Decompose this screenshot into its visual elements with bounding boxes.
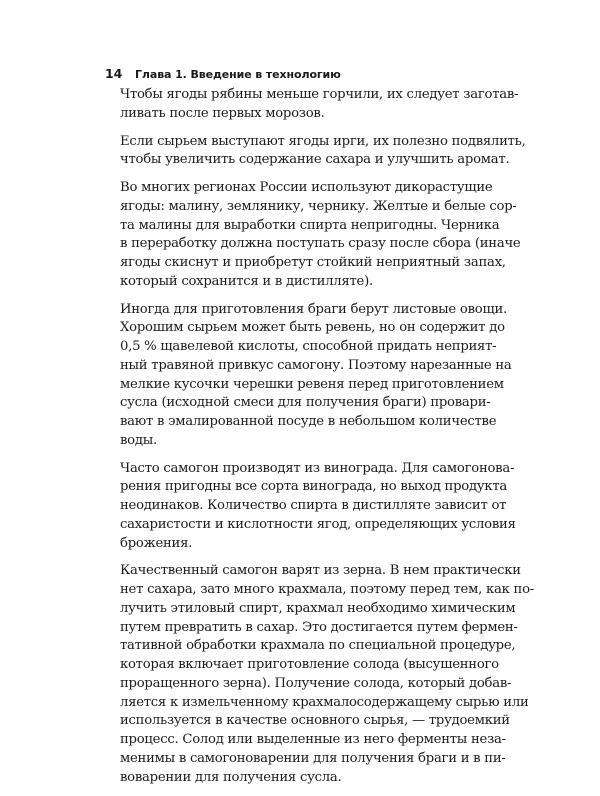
text-line: ливать после первых морозов. [120, 105, 325, 121]
text-line: ягоды скиснут и приобретут стойкий неприятный запах, [120, 255, 506, 270]
paragraph [120, 133, 526, 171]
text-line: нет сахара, зато много крахмала, поэтому перед тем, как по- [120, 582, 534, 597]
text-line: чтобы увеличить содержание сахара и улучшить аромат. [120, 152, 510, 168]
text-line: сусла (исходной смеси для получения браги) провари- [120, 395, 491, 411]
paragraph [120, 460, 516, 554]
running-header [105, 66, 341, 86]
text-line: тативной обработки крахмала по специальной процедуре, [120, 638, 516, 654]
text-line: брожения. [120, 535, 193, 551]
text-line: который сохранится и в дистилляте). [120, 273, 373, 289]
text-line: ляется к измельченному крахмалосодержащему сырью или [120, 694, 529, 710]
text-line: проращенного зерна). Получение солода, который добав- [120, 675, 512, 691]
text-line: используется в качестве основного сырья, — трудоемкий [120, 713, 510, 729]
text-line: неодинаков. Количество спирта в дистилляте зависит от [120, 498, 507, 513]
text-line: которая включает приготовление солода (высушенного [120, 657, 499, 672]
paragraph [120, 301, 512, 451]
paragraph [120, 562, 534, 787]
text-line: сахаристости и кислотности ягод, определяющих условия [120, 516, 516, 532]
page-number: 14 [105, 66, 123, 81]
text-line: менимы в самогоноварении для получения браги и в пи- [120, 750, 506, 766]
text-line: мелкие кусочки черешки ревеня перед приготовлением [120, 376, 504, 392]
text-line: в переработку должна поступать сразу после сбора (иначе [120, 236, 521, 252]
text-line: путем превратить в сахар. Это достигается путем фермен- [120, 619, 518, 635]
text-line: Часто самогон производят из винограда. Для самогонова- [120, 460, 515, 476]
text-line: ягоды: малину, землянику, чернику. Желтые и белые сор- [120, 198, 517, 214]
text-line: вают в эмалированной посуде в небольшом количестве [120, 414, 497, 429]
text-line: Иногда для приготовления браги берут листовые овощи. [120, 301, 507, 317]
text-line: та малины для выработки спирта непригодны. Черника [120, 217, 500, 233]
body-text [120, 86, 534, 796]
text-line: 0,5 % щавелевой кислоты, способной придать неприят- [120, 339, 497, 354]
text-line: воды. [120, 432, 157, 448]
paragraph [120, 179, 521, 292]
text-line: Хорошим сырьем может быть ревень, но он содержит до [120, 320, 505, 336]
text-line: воварении для получения сусла. [120, 769, 342, 785]
text-line: лучить этиловый спирт, крахмал необходимо химическим [120, 600, 516, 616]
text-line: Качественный самогон варят из зерна. В нем практически [120, 563, 521, 579]
paragraph [120, 86, 519, 124]
text-line: ный травяной привкус самогону. Поэтому нарезанные на [120, 357, 512, 373]
chapter-title: Глава 1. Введение в технологию [135, 68, 341, 81]
text-line: рения пригодны все сорта винограда, но выход продукта [120, 479, 507, 495]
text-line: Чтобы ягоды рябины меньше горчили, их следует заготав- [120, 87, 519, 102]
text-line: процесс. Солод или выделенные из него ферменты неза- [120, 732, 506, 747]
text-line: Во многих регионах России используют дикорастущие [120, 180, 493, 195]
text-line: Если сырьем выступают ягоды ирги, их полезно подвялить, [120, 133, 526, 149]
